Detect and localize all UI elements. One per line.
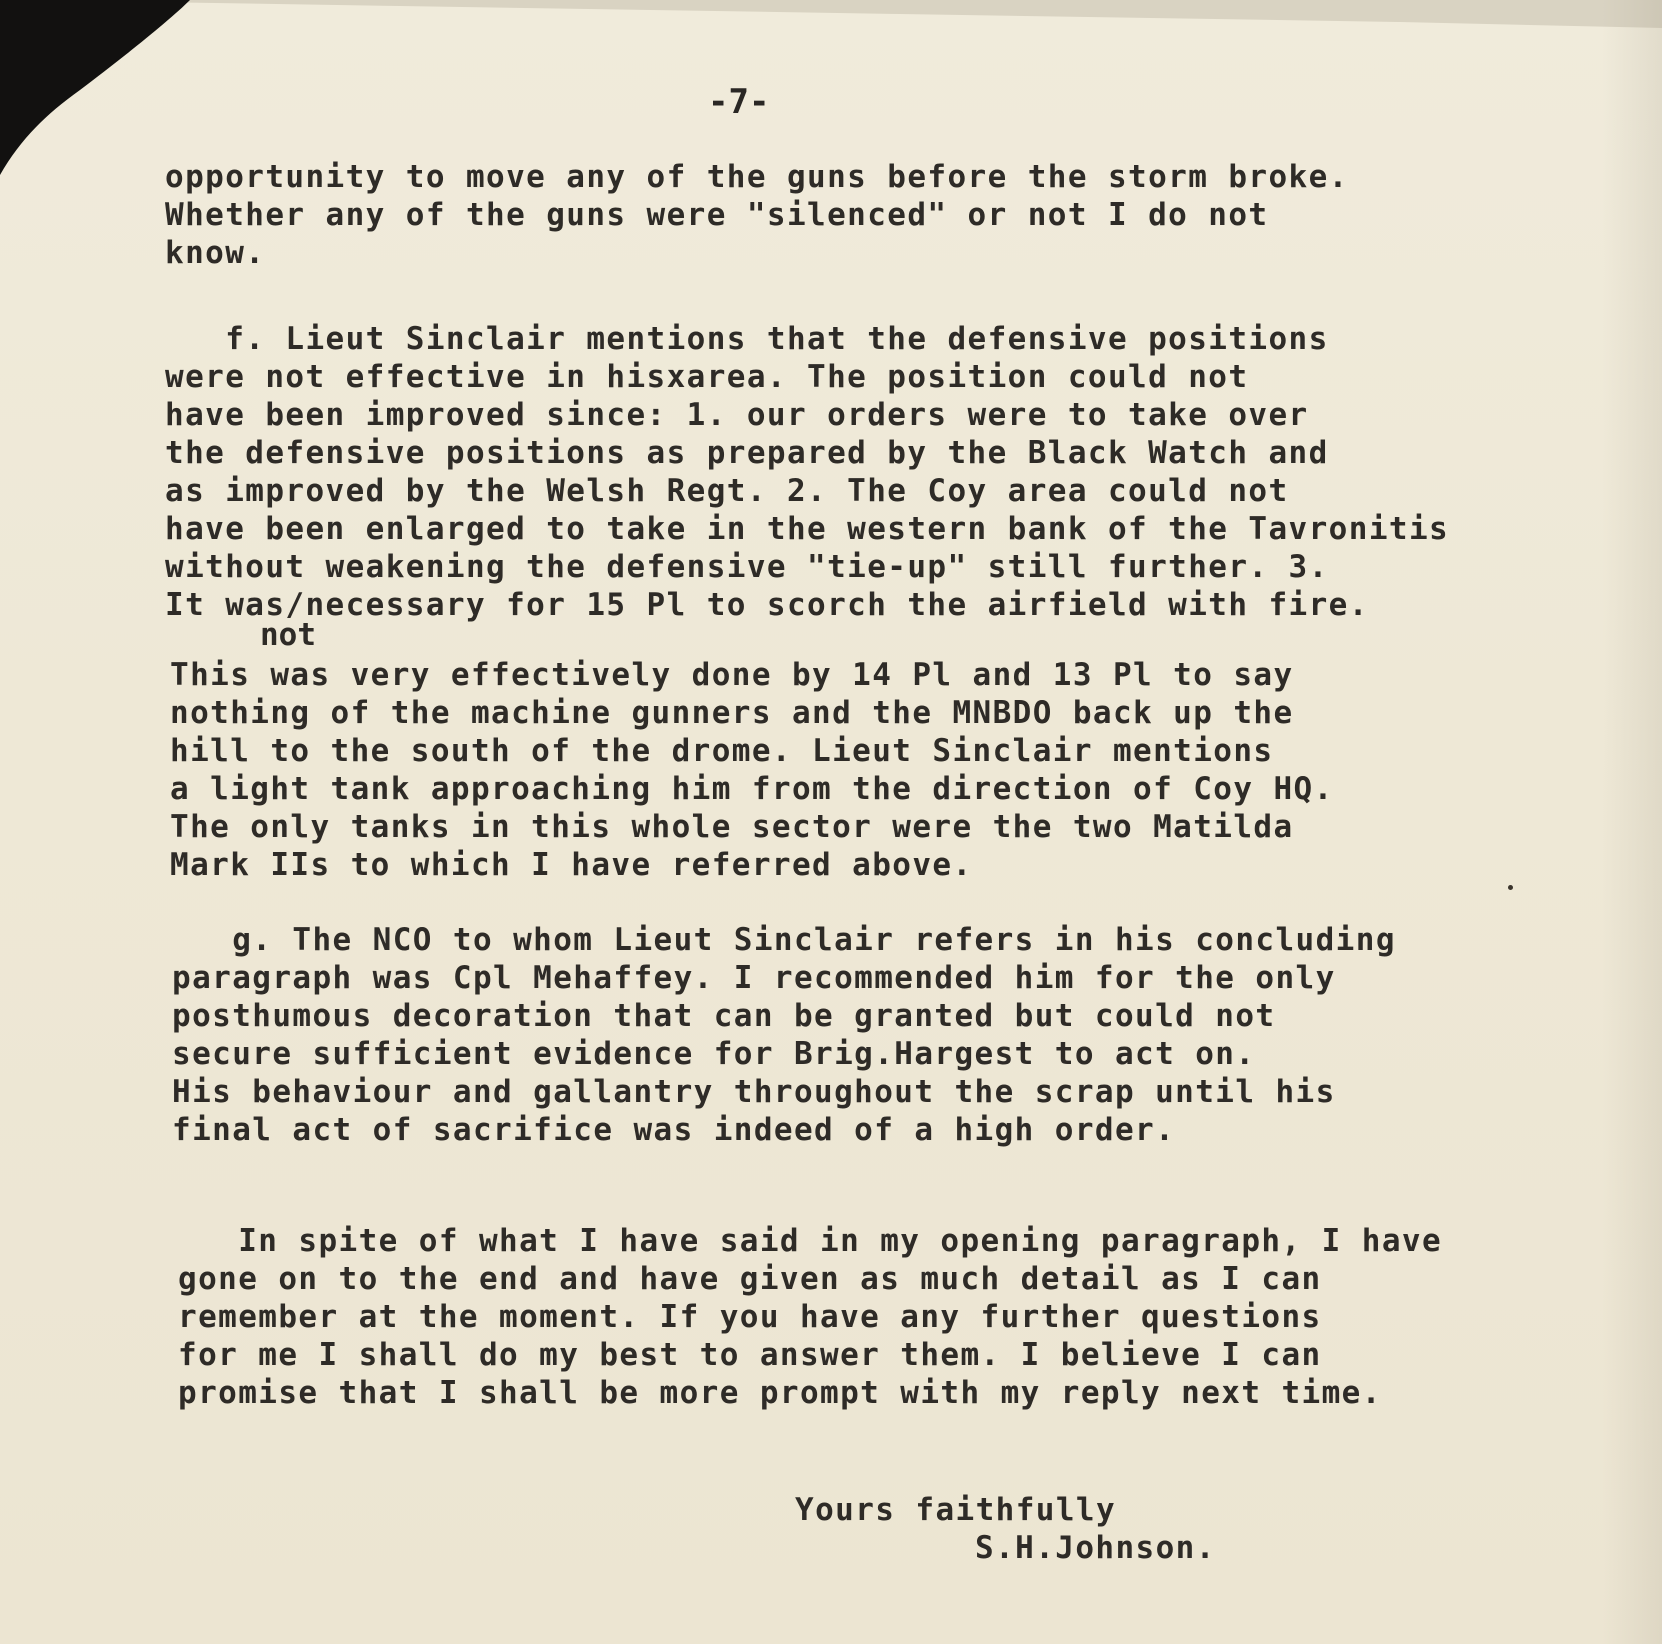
page-top-edge: [0, 0, 1662, 40]
ink-speck: [1508, 885, 1513, 890]
closing-paragraph: In spite of what I have said in my opening paragraph, I have gone on to the end and have given as much detail as I can remember at the moment. If you have any further questions for me I shall do my best to answer them. I believe I can promise that I shall be more prompt with my reply next time.: [178, 1223, 1443, 1411]
handwritten-insertion: not: [260, 617, 316, 653]
paragraph-f: f. Lieut Sinclair mentions that the defensive positions were not effective in hisxarea. The position could not have been improved since: 1. our orders were to take over the defensive positions as prepared by the Black Watch and as improved by the Welsh Regt. 2. The Coy area could not have been enlarged to take in the western bank of the Tavronitis without weakening the defensive "tie-up" still further. 3. It was/necessary for 15 Pl to scorch the airfield with fire.: [165, 321, 1450, 623]
paragraph-g: g. The NCO to whom Lieut Sinclair refers in his concluding paragraph was Cpl Mehaffey. I recommended him for the only posthumous decoration that can be granted but could not secure sufficient evidence for Brig.Hargest to act on. His behaviour and gallantry throughout the scrap until his final act of sacrifice was indeed of a high order.: [172, 922, 1396, 1148]
page-number: -7-: [708, 82, 770, 122]
paragraph-f-continuation: This was very effectively done by 14 Pl and 13 Pl to say nothing of the machine gunners and the MNBDO back up the hill to the south of the drome. Lieut Sinclair mentions a light tank approaching him from the direction of Coy HQ. The only tanks in this whole sector were the two Matilda Mark IIs to which I have referred above.: [170, 657, 1334, 883]
signature-name: S.H.Johnson.: [975, 1530, 1216, 1566]
valediction: Yours faithfully: [795, 1492, 1117, 1528]
paragraph-e-continuation: opportunity to move any of the guns before the storm broke. Whether any of the guns were "silenced" or not I do not know.: [165, 159, 1349, 271]
dark-background-corner: [0, 0, 200, 175]
page-shading: [1602, 0, 1662, 1644]
